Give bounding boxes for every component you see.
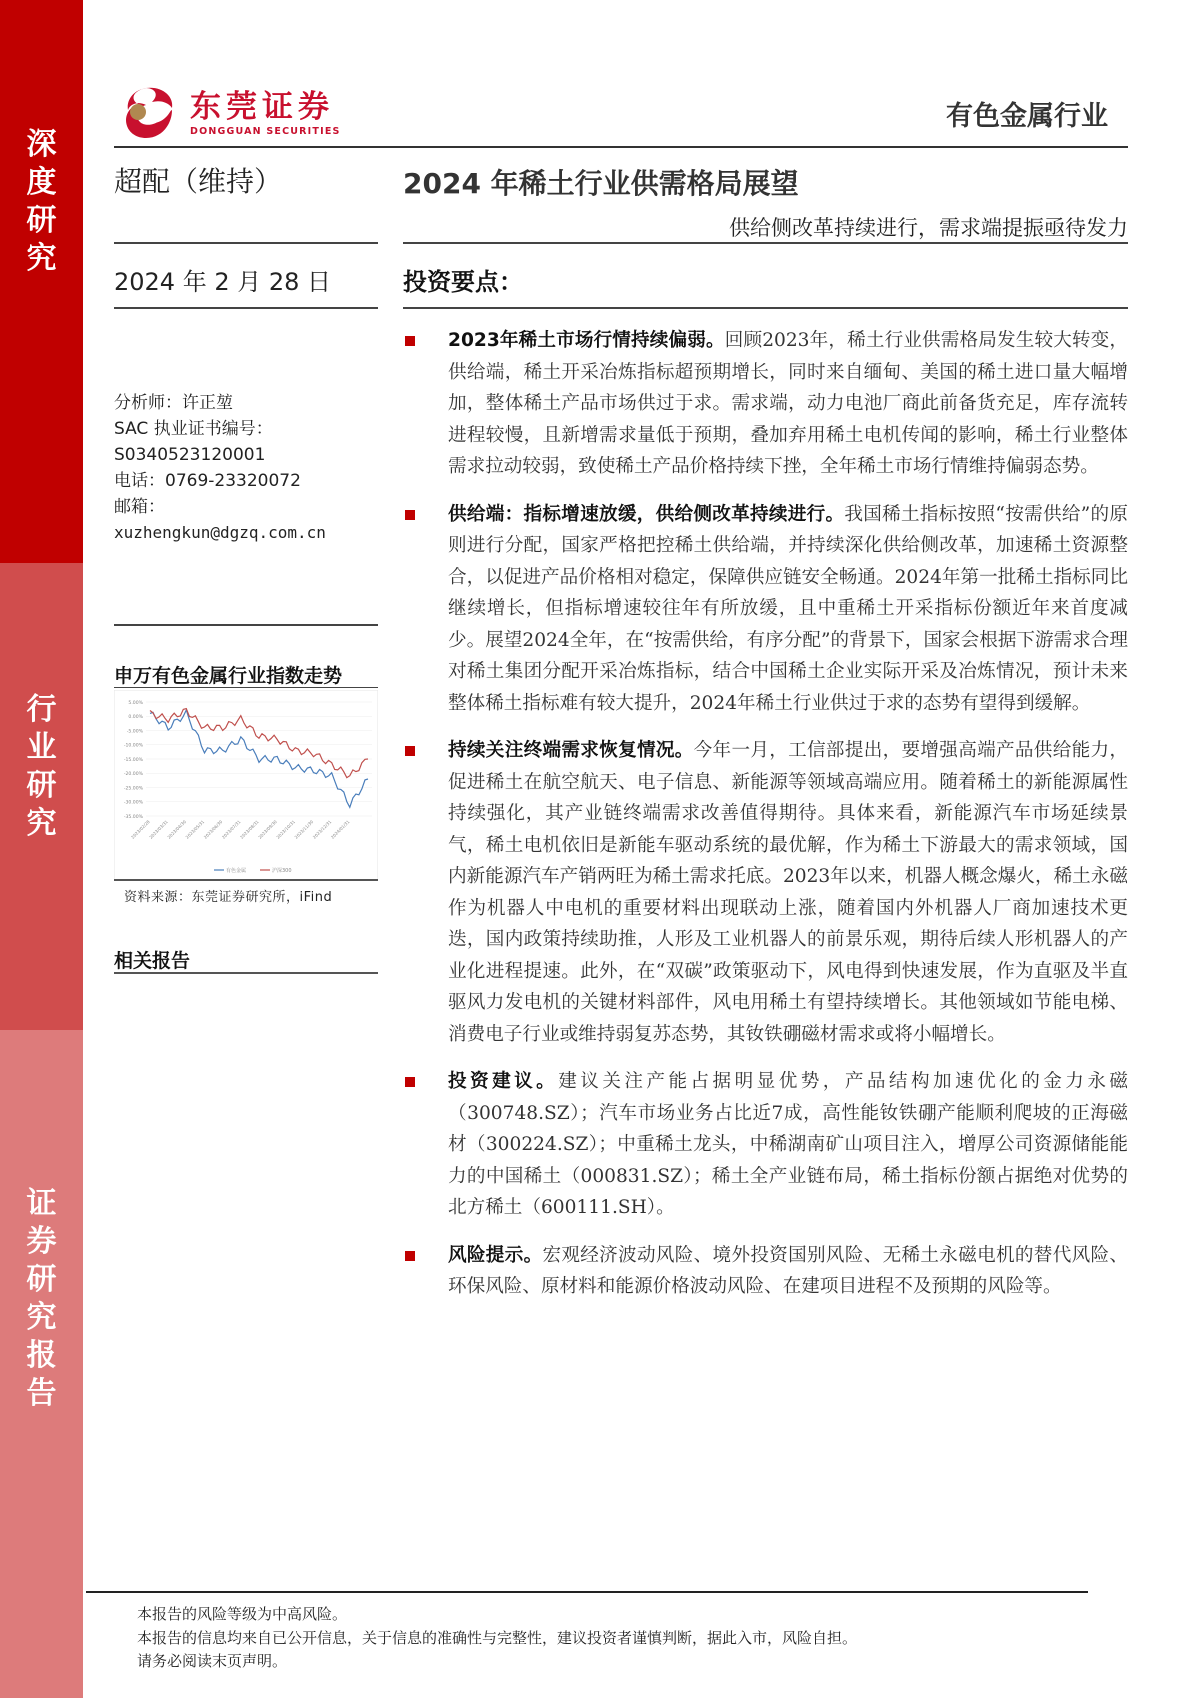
analyst-name: 分析师：许正堃 [114,393,233,413]
svg-text:有色金属: 有色金属 [226,867,247,874]
divider [403,242,1128,244]
bullet-square-icon [405,1251,415,1261]
point-lead: 持续关注终端需求恢复情况。 [448,740,694,761]
point-risk-warning [403,1240,1128,1303]
svg-text:-5.00%: -5.00% [126,729,143,735]
line-chart [114,690,378,880]
point-investment-advice [403,1066,1128,1224]
header-divider [114,146,1128,148]
point-text: 今年一月，工信部提出，要增强高端产品供给能力，促进稀土在航空航天、电子信息、新能源等领域高端应用。随着稀土的新能源属性持续强化，其产业链终端需求改善值得期待。具体来看，新能源汽车市场延续景气，稀土电机依旧是新能车驱动系统的最优解，作为稀土下游最大的需求领域，国内新能源汽车产销两旺为稀土需求托底。2023年以来，机器人概念爆火，稀土永磁作为机器人中电机的重要材料出现联动上涨，随着国内外机器人厂商加速技术更迭，国内政策持续助推，人形及工业机器人的前景乐观，期待后续人形机器人的产业化进程提速。此外，在“双碳”政策驱动下，风电得到快速发展，作为直驱及半直驱风力发电机的关键材料部件，风电用稀土有望持续增长。其他领域如节能电梯、消费电子行业或维持弱复苏态势，其钕铁硼磁材需求或将小幅增长。 [448,740,1128,1045]
sidebar-band-label: 深度研究 [26,126,57,276]
chart-title: 申万有色金属行业指数走势 [114,665,343,687]
svg-text:-25.00%: -25.00% [123,786,143,792]
analyst-phone: 电话：0769-23320072 [114,471,301,491]
sac-number: S0340523120001 [114,445,266,465]
bullet-square-icon [405,1077,415,1087]
sidebar-band-label: 证券研究报告 [26,1186,57,1411]
svg-text:-15.00%: -15.00% [123,757,143,763]
svg-text:-20.00%: -20.00% [123,772,143,778]
svg-text:2023/11/30: 2023/11/30 [293,819,315,840]
sidebar-band-industry-research [0,563,83,1030]
svg-text:2023/06/30: 2023/06/30 [202,819,224,840]
index-trend-chart [114,690,378,880]
point-supply-side [403,499,1128,720]
company-logo [124,86,341,140]
logo-text [190,90,341,137]
point-lead: 风险提示。 [448,1244,543,1266]
svg-text:-30.00%: -30.00% [123,800,143,806]
point-text: 建议关注产能占据明显优势，产品结构加速优化的金力永磁（300748.SZ）；汽车市场业务占比近7成，高性能钕铁硼产能顺利爬坡的正海磁材（300224.SZ）；中重稀土龙头，中稀湖南矿山项目注入，增厚公司资源储能能力的中国稀土（000831.SZ）；稀土全产业链布局，稀土指标份额占据绝对优势的北方稀土（600111.SH）。 [448,1071,1128,1218]
sidebar-band-label: 行业研究 [26,691,57,841]
point-market-weak [403,325,1128,483]
svg-text:2023/07/31: 2023/07/31 [220,819,242,840]
svg-text:2023/12/31: 2023/12/31 [311,819,333,840]
svg-text:2023/05/31: 2023/05/31 [184,819,206,840]
svg-text:2023/03/31: 2023/03/31 [148,819,169,840]
read-disclaimer-note: 请务必阅读末页声明。 [137,1652,288,1670]
sidebar [0,0,83,1698]
divider [114,307,378,309]
svg-text:2023/08/31: 2023/08/31 [239,819,260,840]
rating-label: 超配（维持） [114,165,283,198]
svg-text:-10.00%: -10.00% [123,743,143,749]
svg-text:2023/02/28: 2023/02/28 [130,819,151,840]
point-text: 回顾2023年，稀土行业供需格局发生较大转变，供给端，稀土开采冶炼指标超预期增长，同时来自缅甸、美国的稀土进口量大幅增加，整体稀土产品市场供过于求。需求端，动力电池厂商此前备货充足，库存流转进程较慢，且新增需求量低于预期，叠加弃用稀土电机传闻的影响，稀土行业整体需求拉动较弱，致使稀土产品价格持续下挫，全年稀土市场行情维持偏弱态势。 [448,330,1128,477]
bullet-square-icon [405,336,415,346]
svg-text:沪深300: 沪深300 [272,867,292,874]
report-title: 2024 年稀土行业供需格局展望 [403,167,799,200]
email-label: 邮箱： [114,497,165,517]
svg-text:2024/01/31: 2024/01/31 [329,819,351,840]
investment-points [403,325,1128,1319]
sidebar-band-securities-report [0,1030,83,1698]
bullet-square-icon [405,510,415,520]
svg-text:2023/09/30: 2023/09/30 [257,819,278,840]
svg-text:5.00%: 5.00% [128,700,143,706]
report-subtitle: 供给侧改革持续进行，需求端提振亟待发力 [729,216,1128,240]
info-source-note: 本报告的信息均来自已公开信息，关于信息的准确性与完整性，建议投资者谨慎判断，据此入市，风险自担。 [137,1628,858,1647]
point-demand-recovery [403,735,1128,1050]
investment-highlights-heading: 投资要点： [403,268,523,296]
point-lead: 2023年稀土市场行情持续偏弱。 [448,330,725,351]
svg-text:2023/04/30: 2023/04/30 [166,819,188,840]
footer-disclaimer [137,1603,857,1674]
industry-label: 有色金属行业 [946,101,1108,132]
report-date: 2024 年 2 月 28 日 [114,268,332,296]
divider [114,687,378,688]
point-text: 我国稀土指标按照“按需供给”的原则进行分配，国家严格把控稀土供给端，并持续深化供给侧改革，加速稀土资源整合，以促进产品价格相对稳定，保障供应链安全畅通。2024年第一批稀土指标同比继续增长，但指标增速较往年有所放缓，且中重稀土开采指标份额近年来首度减少。展望2024全年，在“按需供给，有序分配”的背景下，国家会根据下游需求合理对稀土集团分配开采冶炼指标，结合中国稀土企业实际开采及冶炼情况，预计未来整体稀土指标难有较大提升，2024年稀土行业供过于求的态势有望得到缓解。 [448,503,1128,714]
divider [403,307,1128,309]
point-lead: 投资建议。 [448,1071,559,1092]
risk-level-note: 本报告的风险等级为中高风险。 [137,1605,348,1623]
logo-mark-icon [124,86,176,140]
svg-text:2023/10/31: 2023/10/31 [275,819,297,840]
point-text: 宏观经济波动风险、境外投资国别风险、无稀土永磁电机的替代风险、环保风险、原材料和能源价格波动风险、在建项目进程不及预期的风险等。 [448,1244,1128,1297]
svg-text:0.00%: 0.00% [128,715,143,721]
footer-divider [86,1591,1088,1593]
sidebar-band-deep-research [0,0,83,563]
logo-english-name: DONGGUAN SECURITIES [190,125,341,137]
divider [114,972,378,974]
svg-text:-35.00%: -35.00% [123,814,143,820]
sac-label: SAC 执业证书编号： [114,419,273,439]
divider [114,624,378,626]
point-lead: 供给端：指标增速放缓，供给侧改革持续进行。 [448,503,845,525]
chart-source: 资料来源：东莞证券研究所，iFind [124,890,333,905]
bullet-square-icon [405,746,415,756]
analyst-info [114,390,326,546]
divider [114,879,378,881]
analyst-email[interactable]: xuzhengkun@dgzq.com.cn [114,523,326,542]
divider [114,242,378,244]
related-reports-heading: 相关报告 [114,950,191,972]
logo-chinese-name: 东莞证券 [190,88,334,125]
